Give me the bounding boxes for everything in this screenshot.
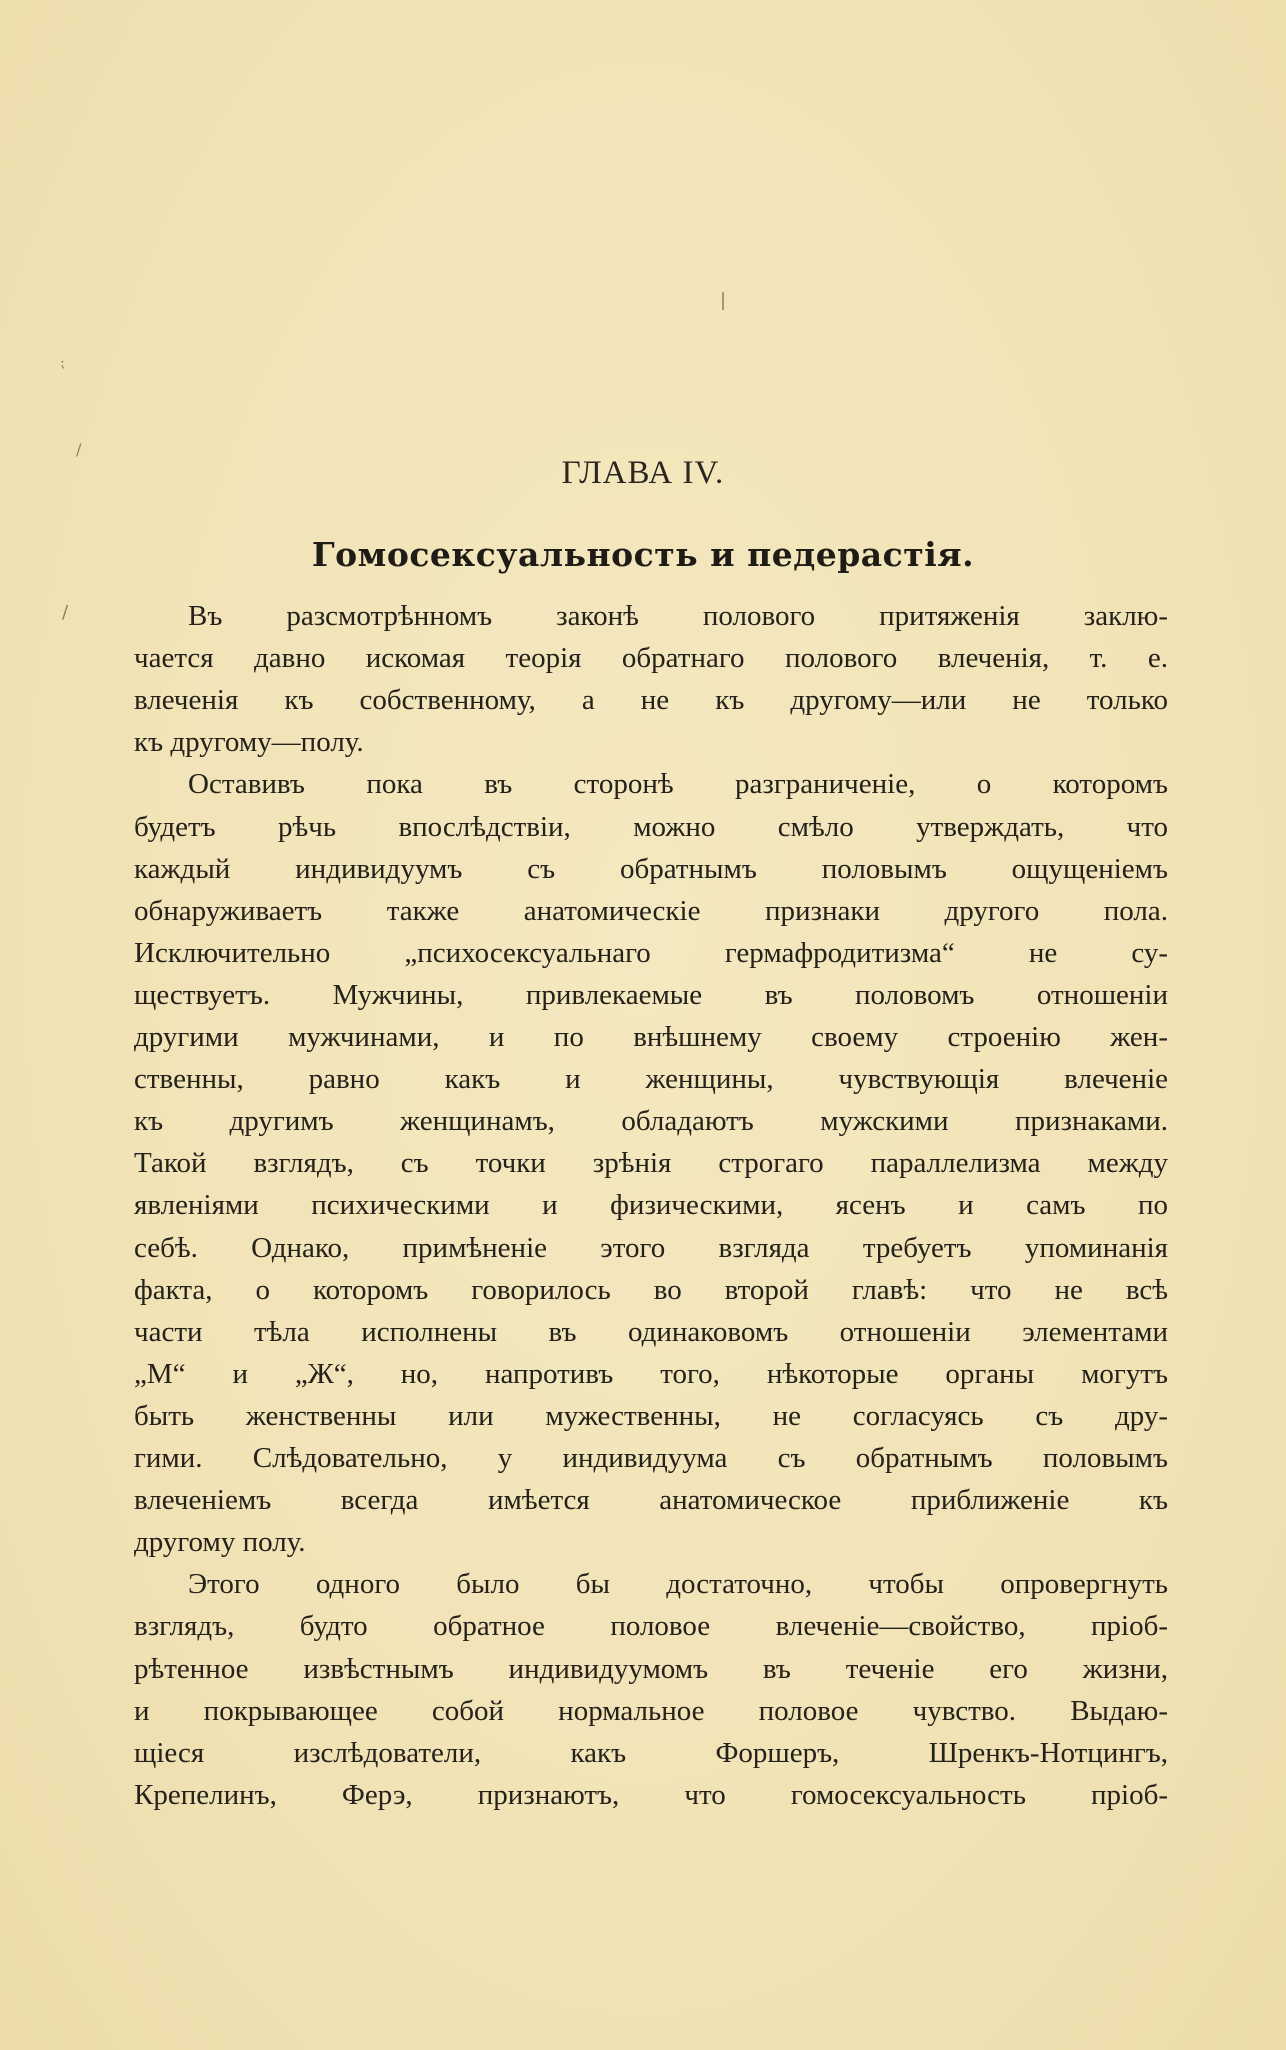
margin-speck: / [62, 602, 69, 623]
text-line: другому полу. [134, 1526, 306, 1559]
text-line: Исключительно „психосексуальнаго гермафродитизма“ не су- [134, 936, 1168, 969]
text-line: Оставивъ пока въ сторонѣ разграниченіе, о которомъ [188, 768, 1168, 801]
margin-speck: ⁏ [60, 355, 65, 371]
text-line: „М“ и „Ж“, но, напротивъ того, нѣкоторые органы могутъ [134, 1357, 1168, 1390]
text-line: Въ разсмотрѣнномъ законѣ полового притяженія заклю- [188, 600, 1168, 632]
text-line: ществуетъ. Мужчины, привлекаемые въ половомъ отношеніи [134, 978, 1168, 1011]
margin-speck: / [76, 440, 82, 459]
text-line: влеченія къ собственному, а не къ другому—или не только [134, 684, 1168, 717]
text-line: обнаруживаетъ также анатомическіе признаки другого пола. [134, 894, 1168, 927]
text-line: къ другому—полу. [134, 726, 364, 759]
page-speck: | [720, 290, 727, 311]
text-line: части тѣла исполнены въ одинаковомъ отношеніи элементами [134, 1315, 1168, 1348]
text-line: Этого одного было бы достаточно, чтобы опровергнуть [188, 1568, 1168, 1601]
text-line: влеченіемъ всегда имѣется анатомическое приближеніе къ [134, 1484, 1168, 1517]
text-line: ственны, равно какъ и женщины, чувствующія влеченіе [134, 1063, 1168, 1096]
chapter-heading: ГЛАВА IV. [561, 455, 725, 491]
text-line: будетъ рѣчь впослѣдствіи, можно смѣло утверждать, что [134, 810, 1168, 843]
text-line: факта, о которомъ говорилось во второй главѣ: что не всѣ [134, 1273, 1168, 1306]
text-line: Крепелинъ, Ферэ, признаютъ, что гомосексуальность пріоб- [134, 1778, 1168, 1811]
text-line: чается давно искомая теорія обратнаго полового влеченія, т. е. [134, 642, 1168, 675]
text-line: къ другимъ женщинамъ, обладаютъ мужскими признаками. [134, 1105, 1168, 1138]
text-line: быть женственны или мужественны, не согласуясь съ дру- [134, 1399, 1168, 1432]
text-line: явленіями психическими и физическими, ясенъ и самъ по [134, 1189, 1168, 1222]
text-line: и покрывающее собой нормальное половое чувство. Выдаю- [134, 1694, 1168, 1727]
text-line: взглядъ, будто обратное половое влеченіе—свойство, пріоб- [134, 1610, 1168, 1643]
text-line: другими мужчинами, и по внѣшнему своему строенію жен- [134, 1021, 1168, 1053]
text-line: гими. Слѣдовательно, у индивидуума съ обратнымъ половымъ [134, 1442, 1168, 1474]
text-line: рѣтенное извѣстнымъ индивидуумомъ въ теченіе его жизни, [134, 1652, 1168, 1685]
text-line: каждый индивидуумъ съ обратнымъ половымъ ощущеніемъ [134, 852, 1168, 885]
text-line: щіеся изслѣдователи, какъ Форшеръ, Шренкъ-Нотцингъ, [134, 1736, 1168, 1769]
text-line: Такой взглядъ, съ точки зрѣнія строгаго параллелизма между [134, 1147, 1168, 1180]
chapter-title: Гомосексуальность и педерастія. [311, 535, 975, 574]
text-line: себѣ. Однако, примѣненіе этого взгляда требуетъ упоминанія [134, 1231, 1168, 1264]
